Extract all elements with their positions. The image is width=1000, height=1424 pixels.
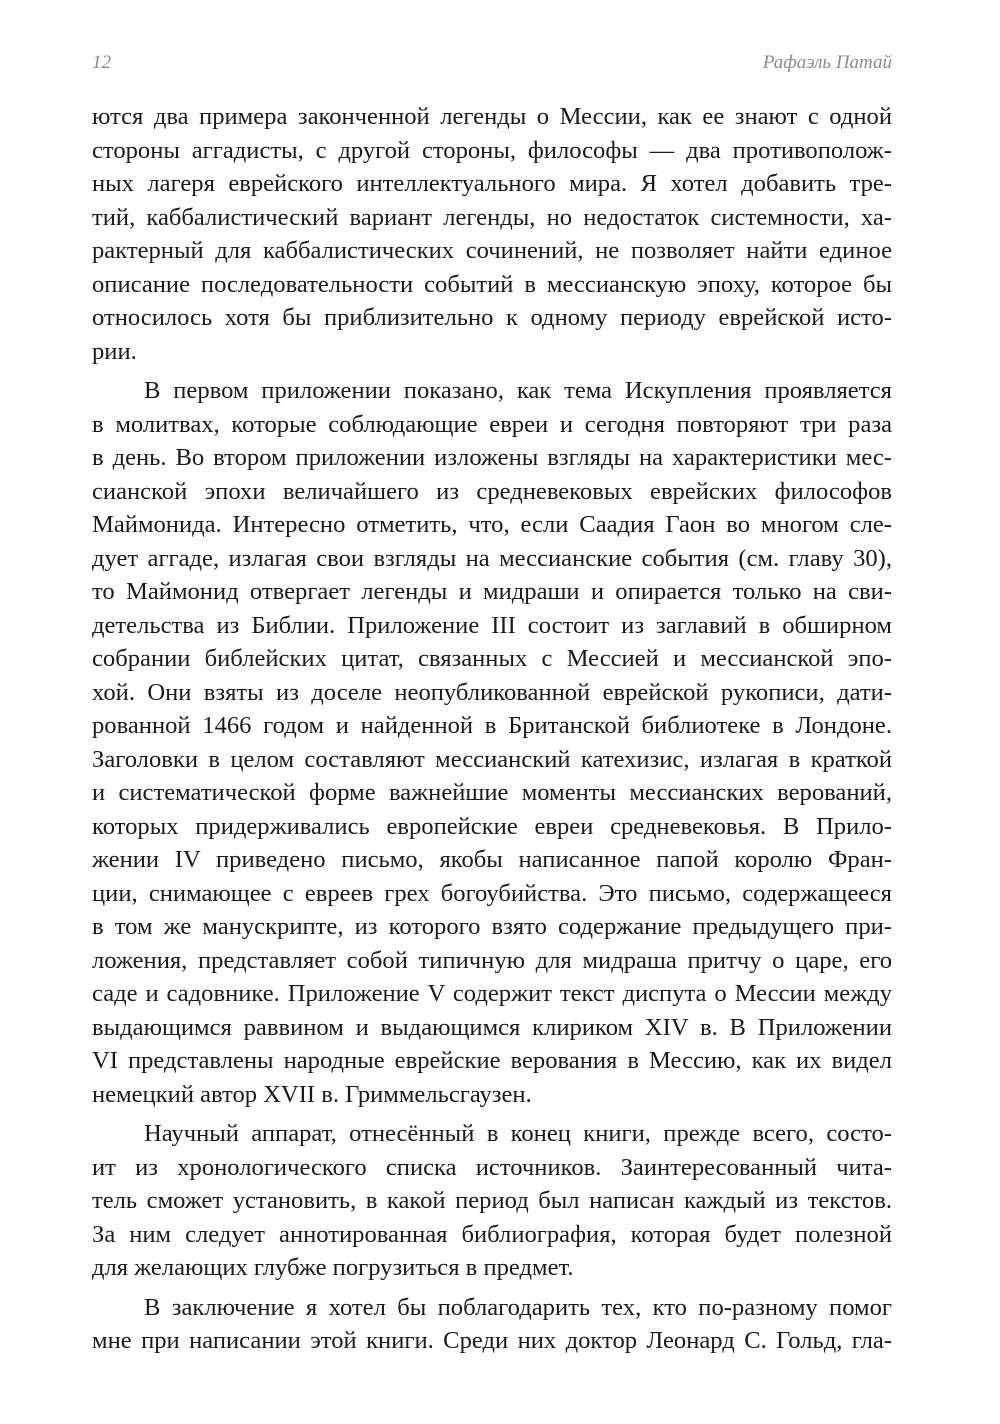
paragraph: [92, 100, 892, 368]
text-line: для желающих глубже погрузиться в предмет.: [92, 1254, 574, 1281]
text-line: жении IV приведено письмо, якобы написанное папой королю Фран-: [92, 846, 892, 873]
text-line: VI представлены народные еврейские верования в Мессию, как их видел: [92, 1047, 892, 1074]
paragraph: [92, 374, 892, 1111]
text-line: в том же манускрипте, из которого взято содержание предыдущего при-: [92, 913, 892, 940]
text-line: рактерный для каббалистических сочинений, не позволяет найти единое: [92, 237, 892, 264]
text-line: стороны аггадисты, с другой стороны, философы — два противополож-: [92, 136, 892, 164]
text-line: В первом приложении показано, как тема Искупления проявляется: [144, 377, 892, 404]
text-line: За ним следует аннотированная библиография, которая будет полезной: [92, 1220, 892, 1248]
text-line: хой. Они взяты из доселе неопубликованной еврейской рукописи, дати-: [92, 678, 892, 706]
text-line: саде и садовнике. Приложение V содержит текст диспута о Мессии между: [92, 980, 892, 1007]
paragraph: [92, 1291, 892, 1358]
text-line: то Маймонид отвергает легенды и мидраши и опирается только на сви-: [92, 578, 892, 605]
text-line: ются два примера законченной легенды о Мессии, как ее знают с одной: [92, 103, 892, 130]
text-line: тий, каббалистический вариант легенды, но недостаток системности, ха-: [92, 203, 892, 231]
text-line: ложения, представляет собой типичную для мидраша притчу о царе, его: [92, 946, 892, 974]
text-line: Научный аппарат, отнесённый в конец книги, прежде всего, состо-: [144, 1120, 892, 1147]
body-text: [92, 100, 892, 1358]
text-line: в день. Во втором приложении изложены взгляды на характеристики мес-: [92, 444, 892, 471]
text-line: мне при написании этой книги. Среди них доктор Леонард С. Гольд, гла-: [92, 1327, 892, 1354]
text-line: описание последовательности событий в мессианскую эпоху, которое бы: [92, 270, 892, 298]
text-line: ции, снимающее с евреев грех богоубийства. Это письмо, содержащееся: [92, 879, 892, 907]
text-line: сианской эпохи величайшего из средневековых еврейских философов: [92, 477, 892, 505]
text-line: рии.: [92, 337, 137, 365]
text-line: относилось хотя бы приблизительно к одному периоду еврейской исто-: [92, 304, 892, 331]
text-line: выдающимся раввином и выдающимся клириком XIV в. В Приложении: [92, 1013, 892, 1041]
text-line: Заголовки в целом составляют мессианский катехизис, излагая в краткой: [92, 745, 892, 773]
text-line: детельства из Библии. Приложение III состоит из заглавий в обширном: [92, 611, 892, 639]
running-head: [92, 52, 892, 78]
text-line: немецкий автор XVII в. Гриммельсгаузен.: [92, 1080, 532, 1108]
text-line: и систематической форме важнейшие моменты мессианских верований,: [92, 779, 892, 806]
text-line: ных лагеря еврейского интеллектуального мира. Я хотел добавить тре-: [92, 170, 892, 197]
text-line: ит из хронологического списка источников. Заинтересованный чита-: [92, 1153, 892, 1181]
text-line: Маймонида. Интересно отметить, что, если Саадия Гаон во многом сле-: [92, 511, 892, 538]
text-line: рованной 1466 годом и найденной в Британской библиотеке в Лондоне.: [92, 712, 892, 739]
paragraph: [92, 1117, 892, 1285]
text-line: собрании библейских цитат, связанных с Мессией и мессианской эпо-: [92, 645, 892, 672]
text-line: в молитвах, которые соблюдающие евреи и сегодня повторяют три раза: [92, 410, 892, 438]
running-head-author: Рафаэль Патай: [762, 52, 892, 73]
text-line: которых придерживались европейские евреи средневековья. В Прило-: [92, 812, 892, 840]
text-line: В заключение я хотел бы поблагодарить тех, кто по-разному помог: [144, 1293, 892, 1321]
text-line: тель сможет установить, в какой период был написан каждый из текстов.: [92, 1187, 892, 1214]
text-line: дует аггаде, излагая свои взгляды на мессианские события (см. главу 30),: [92, 544, 892, 572]
page-number: 12: [92, 52, 111, 73]
